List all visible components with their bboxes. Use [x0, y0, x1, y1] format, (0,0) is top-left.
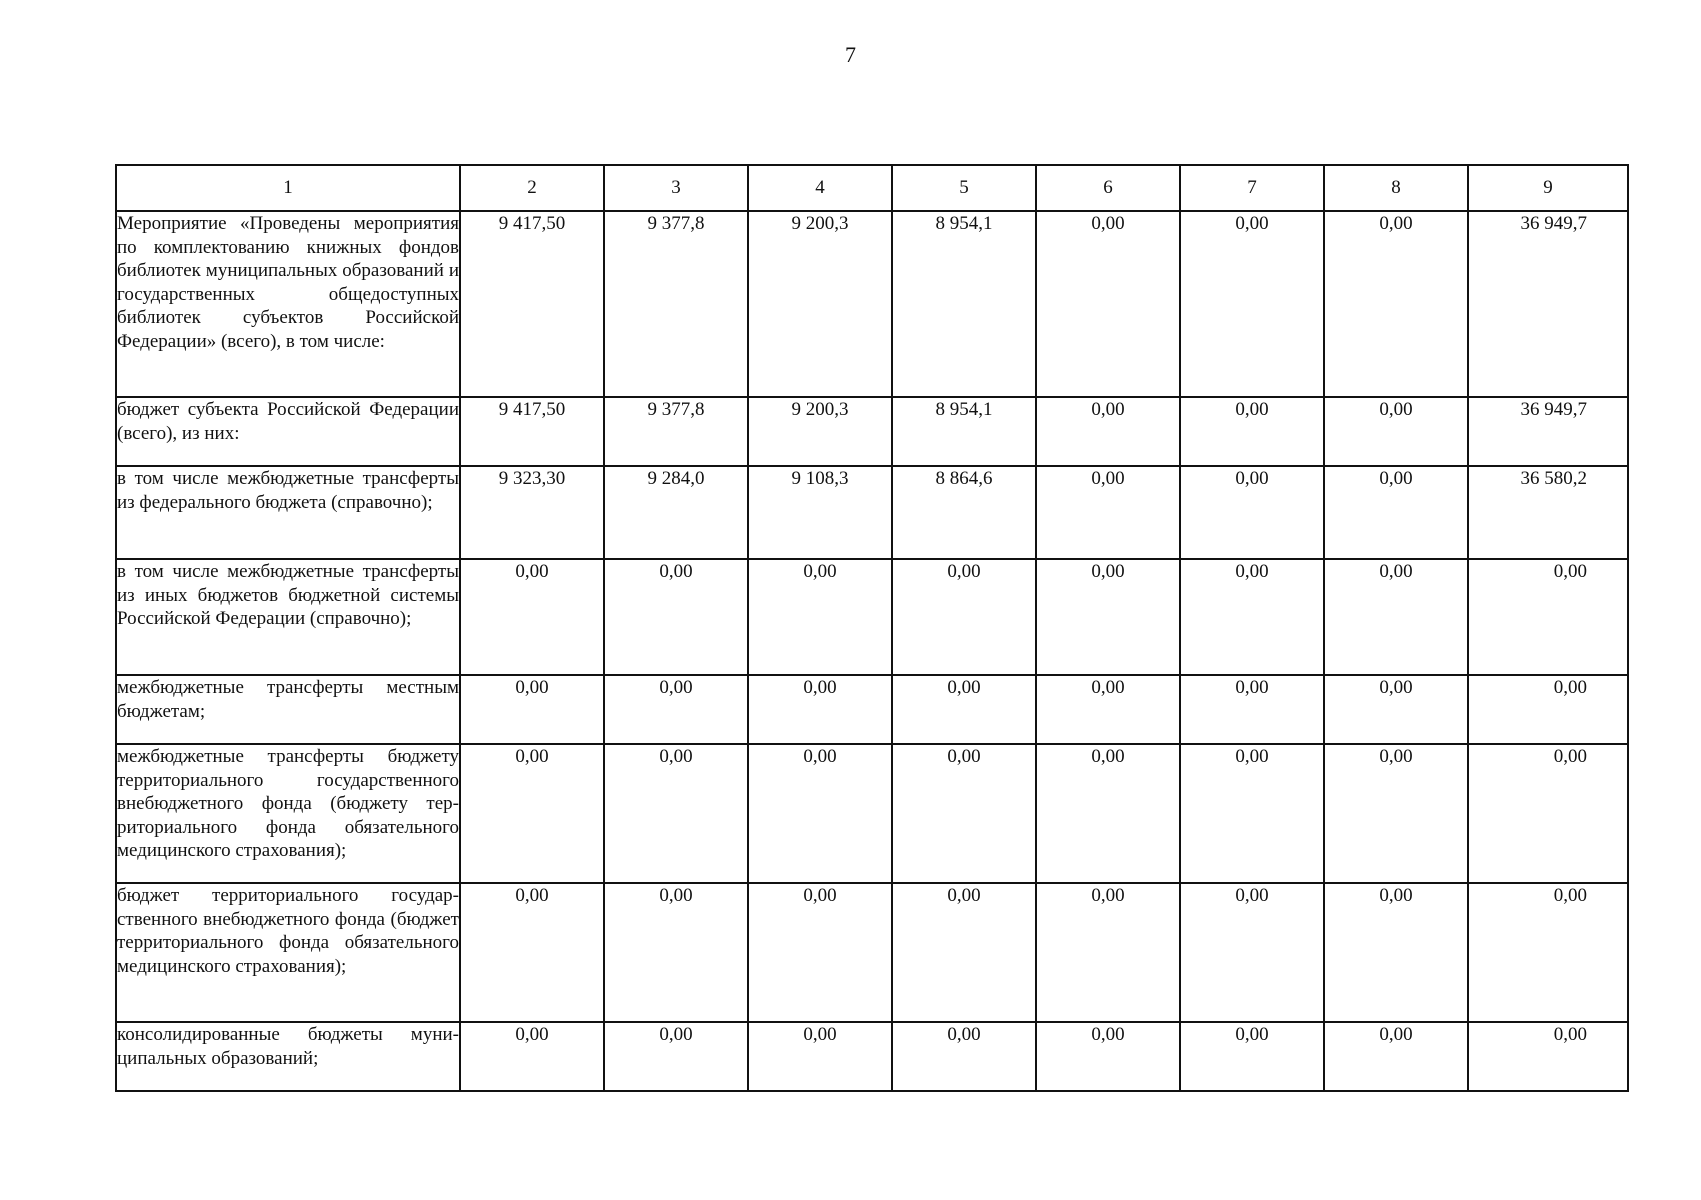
page-number: 7: [845, 42, 856, 67]
total-cell: 0,00: [1468, 1022, 1628, 1091]
value-cell: 0,00: [1180, 211, 1324, 397]
value-cell: 0,00: [604, 1022, 748, 1091]
value-cell: 0,00: [892, 1022, 1036, 1091]
value-cell: 0,00: [1180, 1022, 1324, 1091]
value-cell: 0,00: [1324, 211, 1468, 397]
value-cell: 0,00: [1324, 1022, 1468, 1091]
table-row: [116, 397, 1628, 466]
value-cell: 8 864,6: [892, 466, 1036, 559]
value-cell: 0,00: [748, 883, 892, 1022]
value-cell: 0,00: [892, 883, 1036, 1022]
value-cell: 0,00: [1180, 466, 1324, 559]
total-cell: 0,00: [1468, 744, 1628, 883]
row-label: в том числе межбюджетные трансферты из иных бюджетов бюджетной системы Российской Федерации (справочно);: [116, 559, 460, 675]
value-cell: 0,00: [604, 559, 748, 675]
total-cell: 36 949,7: [1468, 211, 1628, 397]
column-header: 4: [748, 165, 892, 211]
value-cell: 9 377,8: [604, 397, 748, 466]
value-cell: 9 417,50: [460, 211, 604, 397]
value-cell: 0,00: [1324, 675, 1468, 744]
value-cell: 0,00: [748, 744, 892, 883]
value-cell: 0,00: [892, 744, 1036, 883]
value-cell: 0,00: [748, 559, 892, 675]
header-row: [116, 165, 1628, 211]
value-cell: 0,00: [1324, 883, 1468, 1022]
total-cell: 0,00: [1468, 883, 1628, 1022]
table-row: [116, 883, 1628, 1022]
value-cell: 0,00: [1180, 744, 1324, 883]
value-cell: 0,00: [460, 744, 604, 883]
value-cell: 0,00: [1180, 883, 1324, 1022]
value-cell: 9 200,3: [748, 397, 892, 466]
total-cell: 0,00: [1468, 675, 1628, 744]
value-cell: 9 284,0: [604, 466, 748, 559]
column-header: 2: [460, 165, 604, 211]
row-label: консолидированные бюджеты муниципальных образований;: [116, 1022, 460, 1091]
value-cell: 0,00: [892, 675, 1036, 744]
total-cell: 0,00: [1468, 559, 1628, 675]
row-label: межбюджетные трансферты бюджету территориального государственного внебюджетного фонда (бюджету территориального фонда обязательного медицинского страхования);: [116, 744, 460, 883]
table-row: [116, 559, 1628, 675]
row-label: бюджет территориального государственного внебюджетного фонда (бюджет территориального фонда обязательного медицинского страхования);: [116, 883, 460, 1022]
value-cell: 0,00: [1180, 559, 1324, 675]
column-header: 9: [1468, 165, 1628, 211]
value-cell: 0,00: [460, 1022, 604, 1091]
value-cell: 0,00: [1036, 211, 1180, 397]
row-label: бюджет субъекта Российской Федерации (всего), из них:: [116, 397, 460, 466]
column-header: 3: [604, 165, 748, 211]
value-cell: 8 954,1: [892, 211, 1036, 397]
value-cell: 0,00: [604, 883, 748, 1022]
value-cell: 9 417,50: [460, 397, 604, 466]
table-row: [116, 211, 1628, 397]
row-label: Мероприятие «Проведены мероприятия по комплектованию книжных фондов библиотек муниципальных образований и государственных общедоступных библиотек субъектов Российской Федерации» (всего), в том числе:: [116, 211, 460, 397]
table-row: [116, 744, 1628, 883]
table-row: [116, 466, 1628, 559]
total-cell: 36 949,7: [1468, 397, 1628, 466]
value-cell: 0,00: [1036, 883, 1180, 1022]
value-cell: 0,00: [1036, 744, 1180, 883]
value-cell: 0,00: [460, 675, 604, 744]
value-cell: 0,00: [1036, 1022, 1180, 1091]
value-cell: 0,00: [748, 1022, 892, 1091]
table-body: [116, 211, 1628, 1091]
value-cell: 0,00: [748, 675, 892, 744]
value-cell: 9 108,3: [748, 466, 892, 559]
value-cell: 0,00: [460, 883, 604, 1022]
column-header: 6: [1036, 165, 1180, 211]
column-header: 8: [1324, 165, 1468, 211]
value-cell: 0,00: [1324, 559, 1468, 675]
value-cell: 0,00: [604, 675, 748, 744]
value-cell: 0,00: [1036, 397, 1180, 466]
value-cell: 9 200,3: [748, 211, 892, 397]
value-cell: 0,00: [892, 559, 1036, 675]
value-cell: 0,00: [1036, 559, 1180, 675]
value-cell: 0,00: [1324, 466, 1468, 559]
value-cell: 0,00: [604, 744, 748, 883]
table-row: [116, 1022, 1628, 1091]
value-cell: 8 954,1: [892, 397, 1036, 466]
value-cell: 0,00: [1036, 466, 1180, 559]
value-cell: 0,00: [1036, 675, 1180, 744]
value-cell: 0,00: [1180, 397, 1324, 466]
value-cell: 9 377,8: [604, 211, 748, 397]
budget-table: [115, 164, 1629, 1092]
value-cell: 0,00: [1180, 675, 1324, 744]
value-cell: 0,00: [1324, 744, 1468, 883]
column-header: 5: [892, 165, 1036, 211]
value-cell: 0,00: [1324, 397, 1468, 466]
value-cell: 0,00: [460, 559, 604, 675]
row-label: межбюджетные трансферты местным бюджетам;: [116, 675, 460, 744]
column-header: 7: [1180, 165, 1324, 211]
value-cell: 9 323,30: [460, 466, 604, 559]
total-cell: 36 580,2: [1468, 466, 1628, 559]
row-label: в том числе межбюджетные трансферты из федерального бюджета (справочно);: [116, 466, 460, 559]
column-header: 1: [116, 165, 460, 211]
table-row: [116, 675, 1628, 744]
